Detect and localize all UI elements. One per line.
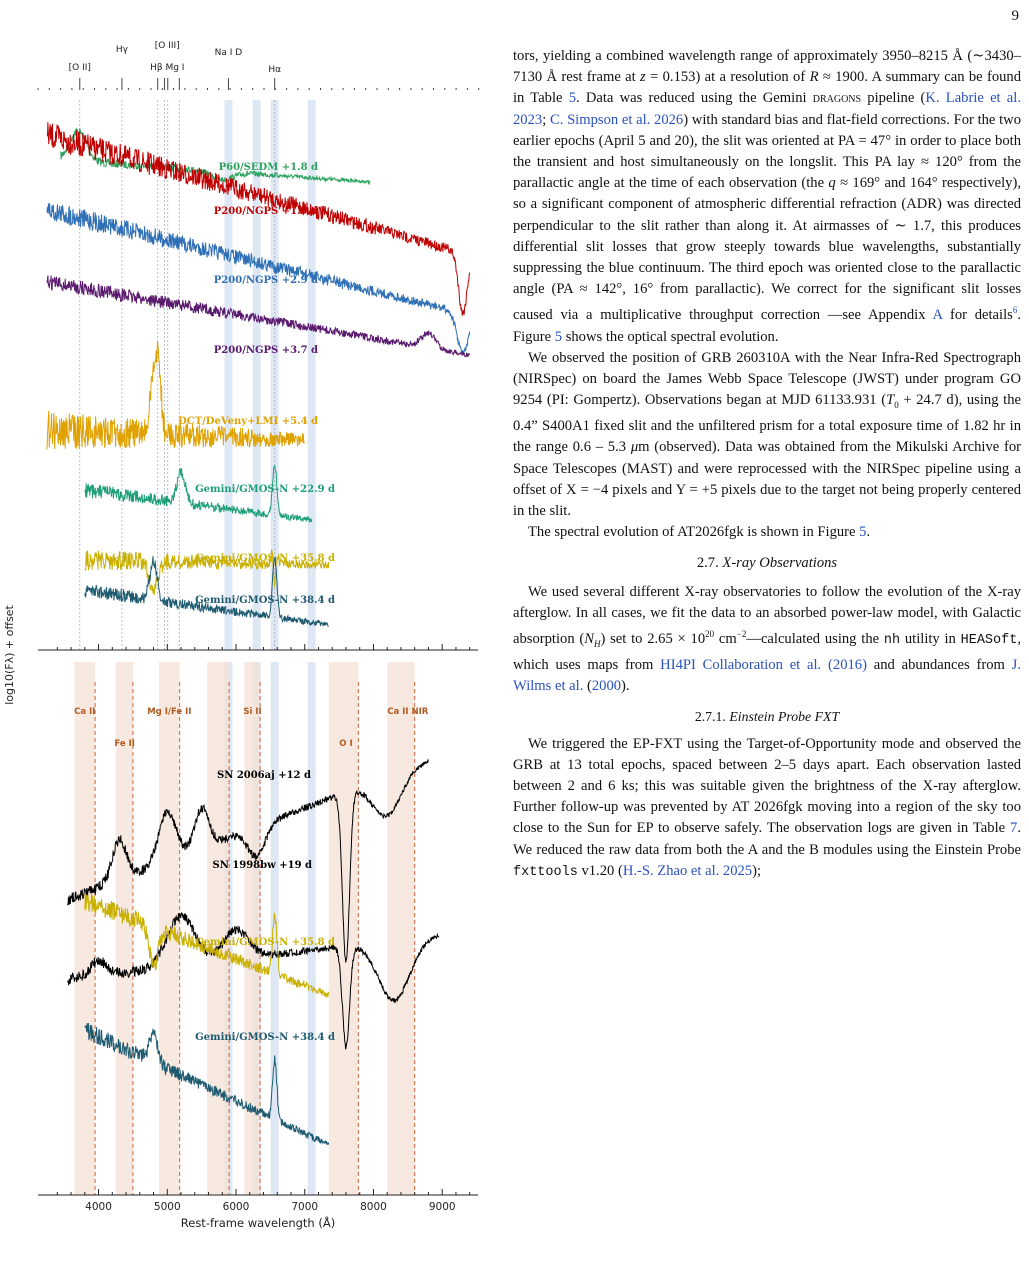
- spectra-figure: [0, 0, 500, 1262]
- telluric-band: [271, 662, 279, 1195]
- feature-label-4: O I: [339, 739, 353, 749]
- upper-spectrum-label-7: Gemini/GMOS-N +38.4 d: [195, 595, 335, 606]
- text-column: [513, 46, 1021, 883]
- top-line-label-1: Hγ: [115, 45, 128, 55]
- top-line-label-4: Na I D: [214, 48, 243, 58]
- top-line-label-2: [O III]: [154, 41, 180, 51]
- paragraph-3: The spectral evolution of AT2026fgk is shown in Figure 5.: [528, 524, 871, 541]
- feature-band: [159, 662, 180, 1195]
- x-axis-label: Rest-frame wavelength (Å): [180, 1216, 336, 1230]
- upper-spectrum-label-1: P200/NGPS +1.9 d: [213, 206, 318, 217]
- feature-band: [387, 662, 414, 1195]
- feature-label-2: Mg I/Fe II: [147, 707, 192, 717]
- section-heading-2-7-1: 2.7.1. Einstein Probe FXT: [694, 709, 840, 725]
- top-line-label-0: [O II]: [68, 63, 91, 73]
- page-number: 9: [1011, 8, 1019, 24]
- telluric-band: [271, 100, 279, 650]
- upper-spectrum-label-3: P200/NGPS +3.7 d: [213, 345, 318, 356]
- paragraph-1: tors, yielding a combined wavelength range of approximately 3950–8215 Å (∼3430–7130 Å rest frame at z = 0.153) at a resolution of R ≈ 1900. A summary can be found in Table 5. Data was reduced using the Gemini dragons pipeline (K. Labrie et al. 2023; C. Simpson et al. 2026) with standard bias and flat-field corrections. For the two earlier epochs (April 5 and 20), the slit was oriented at PA = 47° in order to place both the transient and host simultaneously on the longslit. This PA lay ≈ 120° from the parallactic angle at the time of each observation (the q ≈ 169° and 164° respectively), so a significant component of atmospheric differential refraction (ADR) was directed perpendicular to the slit rather than along it. At airmasses of ∼ 1.7, this produces differential slit losses that grow steeply towards blue wavelengths, substantially suppressing the blue continuum. The third epoch was oriented close to the parallactic angle (PA ≈ 142°, 16° from parallactic). We correct for the significant slit losses caused via a multiplicative throughput correction —see Appendix A for details$^6$. Figure 5 shows the optical spectral evolution.: [513, 48, 1022, 345]
- upper-spectrum-label-0: P60/SEDM +1.8 d: [218, 162, 318, 173]
- feature-label-1: Fe II: [114, 739, 135, 749]
- telluric-band: [308, 662, 316, 1195]
- section-heading-2-7: 2.7. X-ray Observations: [696, 555, 838, 572]
- feature-label-0: Ca II: [74, 707, 96, 717]
- top-line-label-3: Hβ Mg I: [150, 63, 185, 73]
- x-tick-label-3: 7000: [291, 1201, 319, 1213]
- x-tick-label-0: 4000: [85, 1201, 112, 1213]
- x-tick-label-2: 6000: [222, 1201, 250, 1213]
- paragraph-4: We used several different X-ray observatories to follow the evolution of the X-ray afterglow. In all cases, we fit the data to an absorbed power-law model, with Galactic absorption $(N_H)$ set to $2.65 \times 10^{20}$ $cm^{-2}—calculated$ using the nh utility in HEASoft, which uses maps from HI4PI Collaboration et al. (2016) and abundances from J. Wilms et al. (2000).: [513, 583, 1021, 695]
- lower-spectrum-label-2: Gemini/GMOS-N +35.8 d: [195, 937, 335, 948]
- y-axis-label: log10(Fλ) + offset: [3, 605, 16, 705]
- upper-spectrum-label-2: P200/NGPS +2.9 d: [213, 275, 318, 286]
- upper-spectrum-label-4: DCT/DeVeny+LMI +5.4 d: [178, 416, 318, 427]
- paragraph-2: We observed the position of GRB 260310A with the Near Infra-Red Spectrograph (NIRSpec) on board the James Webb Space Telescope (JWST) under program GO 9254 (PI: Gompertz). Observations began at MJD 61133.931 ($T_0 + 24.7$ d), using the 0.4” S400A1 fixed slit and the unfiltered prism for a total exposure time of 1.82 hr in the range 0.6 – 5.3 μm (observed). Data was obtained from the Mikulski Archive for Space Telescopes (MAST) and were reprocessed with the NIRSpec pipeline using a offset of X = −4 pixels and Y = +5 pixels due to the target not being properly centered in the slit.: [513, 349, 1022, 520]
- x-tick-label-5: 9000: [428, 1201, 456, 1213]
- paragraph-5: We triggered the EP-FXT using the Target-of-Opportunity mode and observed the GRB at 13 total epochs, spaced between 2–5 days apart. Each observation lasted between 2 and 6 ks; this was suitable given the brightness of the X-ray afterglow. Further follow-up was prevented by AT 2026fgk moving into a region of the sky too close to the Sun for EP to observe safely. The observation logs are given in Table 7. We reduced the raw data from both the A and the B modules using the Einstein Probe fxttools v1.20 (H.-S. Zhao et al. 2025);: [513, 735, 1021, 880]
- lower-spectrum-label-1: SN 1998bw +19 d: [212, 860, 312, 871]
- feature-label-3: Si II: [243, 707, 262, 717]
- x-tick-label-1: 5000: [153, 1201, 181, 1213]
- feature-band: [74, 662, 95, 1195]
- upper-spectrum-label-6: Gemini/GMOS-N +35.8 d: [195, 553, 335, 564]
- top-line-label-5: Hα: [268, 65, 282, 75]
- lower-spectrum-label-3: Gemini/GMOS-N +38.4 d: [195, 1032, 335, 1043]
- lower-spectrum-label-0: SN 2006aj +12 d: [216, 770, 311, 781]
- feature-label-5: Ca II NIR: [387, 707, 429, 717]
- x-tick-label-4: 8000: [360, 1201, 387, 1213]
- feature-band: [207, 662, 229, 1195]
- upper-spectrum-4: [47, 341, 305, 449]
- upper-spectrum-label-5: Gemini/GMOS-N +22.9 d: [195, 484, 335, 495]
